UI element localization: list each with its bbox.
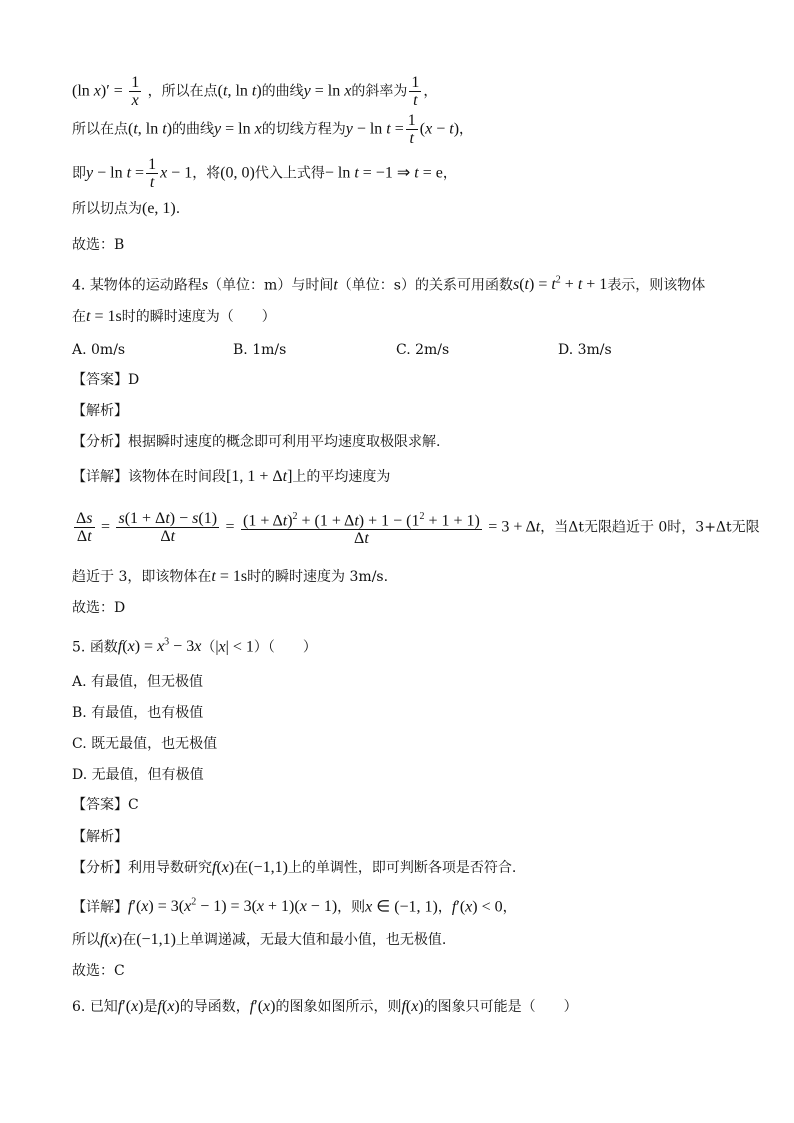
q4-stem-line-1: 4. 某物体的运动路程s（单位：m）与时间t（单位：s）的关系可用函数$s(t) = t^2 + t + 1$表示，则该物体: [72, 275, 706, 294]
q4-jiexi: 【解析】: [72, 403, 128, 419]
q4-conclusion: 趋近于 3，即该物体在t = 1s时的瞬时速度为 3m/s.: [72, 568, 389, 585]
q4-answer: 【答案】D: [72, 372, 140, 388]
q4-option-a: A. 0m/s: [72, 342, 126, 358]
q6-stem: 6. 已知f′(x)是f(x)的导函数，f′(x)的图象如图所示，则f(x)的图象只可能是（ ）: [72, 998, 578, 1015]
q5-answer: 【答案】C: [72, 797, 139, 813]
choice-line-3: 故选：B: [72, 237, 125, 253]
q5-stem: 5. 函数$f(x) = x^3 - 3x(|x| < 1)$（ ）: [72, 637, 317, 656]
q5-conclusion: 所以f(x)在(−1,1)上单调递减，无最大值和最小值，也无极值.: [72, 931, 447, 948]
solution-line-3: 即y − ln t = $\frac{1}{t}$ x − 1，将(0, 0)代入上式得− ln t = −1 ⇒ t = e，: [72, 156, 457, 191]
q4-fenxi: 【分析】根据瞬时速度的概念即可利用平均速度取极限求解.: [72, 434, 441, 450]
q5-choice: 故选：C: [72, 963, 125, 979]
q4-option-b: B. 1m/s: [233, 342, 287, 358]
q4-stem-line-2: 在t = 1s时的瞬时速度为（ ）: [72, 308, 276, 325]
q5-option-d: D. 无最值，但有极值: [72, 767, 204, 783]
q5-jiexi: 【解析】: [72, 829, 128, 845]
q5-option-a: A. 有最值，但无极值: [72, 674, 204, 690]
solution-line-4: 所以切点为(e, 1).: [72, 200, 181, 217]
q5-option-c: C. 既无最值，也无极值: [72, 736, 218, 752]
q5-option-b: B. 有最值，也有极值: [72, 705, 204, 721]
q5-xiangjie: 【详解】$f'(x) = 3(x^2 - 1) = 3(x + 1)(x - 1)$，则x ∈ (−1, 1)，f′(x) < 0，: [72, 897, 517, 916]
q4-equation: $\frac{\Delta s}{\Delta t}$ = $\frac{s(1 + \Delta t) - s(1)}{\Delta t}$ = $\frac{(1 + \Delta t)^2 + (1 + \Delta t) + 1 - (1^2 + 1 + 1)}{\Delta t}$ = 3 + Δt，当Δt无限趋近于 0时，3+Δt无限: [72, 508, 724, 547]
q4-option-c: C. 2m/s: [396, 342, 450, 358]
q4-choice: 故选：D: [72, 600, 126, 616]
q4-option-d: D. 3m/s: [558, 342, 612, 358]
solution-line-2: 所以在点(t, ln t)的曲线y = ln x的切线方程为y − ln t = $\frac{1}{t}$ (x − t)，: [72, 112, 474, 147]
solution-line-1: (ln x)′ = $\frac{1}{x}$ ，所以在点(t, ln t)的曲线y = ln x的斜率为 $\frac{1}{t}$ ，: [72, 74, 438, 109]
q4-xiangjie: 【详解】该物体在时间段[1, 1 + Δt]上的平均速度为: [72, 468, 391, 485]
q5-fenxi: 【分析】利用导数研究f(x)在(−1,1)上的单调性，即可判断各项是否符合.: [72, 859, 517, 876]
